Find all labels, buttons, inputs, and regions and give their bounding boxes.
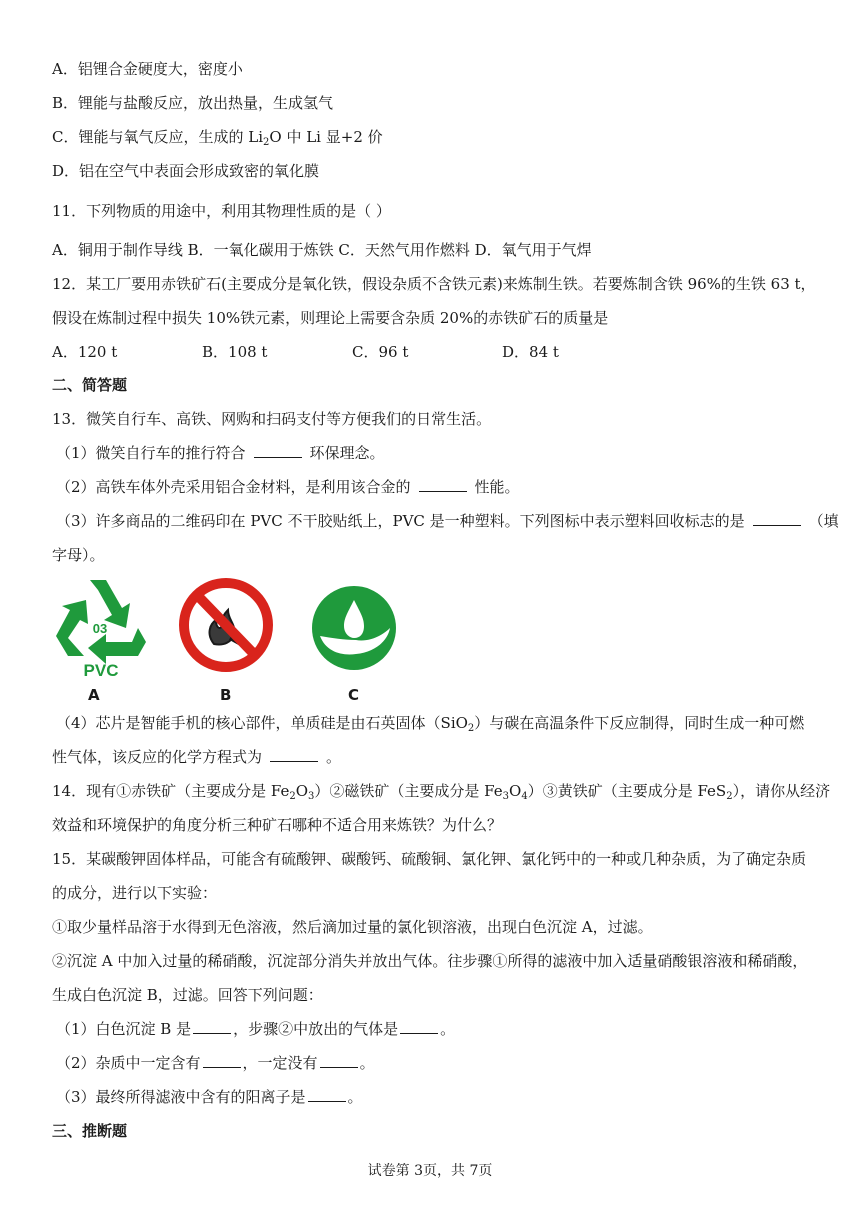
q12-option-b: B．108 t — [202, 343, 268, 361]
q14-line2: 效益和环境保护的角度分析三种矿石哪种不适合用来炼铁？为什么？ — [52, 816, 503, 834]
q13-part2: （2）高铁车体外壳采用铝合金材料，是利用该合金的 性能。 — [56, 478, 520, 496]
q12-stem-line1: 12．某工厂要用赤铁矿石(主要成分是氧化铁，假设杂质不含铁元素)来炼制生铁。若要炼制含铁 96%的生铁 63 t， — [52, 275, 816, 293]
q11-options: A．铜用于制作导线 B．一氧化碳用于炼铁 C．天然气用作燃料 D．氧气用于气焊 — [52, 241, 592, 259]
icon-caption-c: C — [348, 686, 360, 704]
q15-part3: （3）最终所得滤液中含有的阳离子是 。 — [56, 1088, 363, 1106]
answer-blank[interactable] — [308, 1086, 346, 1102]
icon-caption-b: B — [220, 686, 232, 704]
q12-option-a: A．120 t — [52, 343, 118, 361]
water-saving-icon — [310, 584, 398, 672]
answer-blank[interactable] — [753, 510, 801, 526]
section-heading-3: 三、推断题 — [52, 1122, 128, 1140]
q12-stem-line2: 假设在炼制过程中损失 10%铁元素，则理论上需要含杂质 20%的赤铁矿石的质量是 — [52, 309, 609, 327]
plastic-recycling-icon — [50, 572, 150, 680]
q15-line1: 15．某碳酸钾固体样品，可能含有硫酸钾、碳酸钙、硫酸铜、氯化钾、氯化钙中的一种或几种杂质，为了确定杂质 — [52, 850, 807, 868]
icon-a-label: PVC — [83, 661, 119, 680]
page-footer: 试卷第 3页，共 7页 — [367, 1163, 493, 1179]
q15-part1: （1）白色沉淀 B 是 ，步骤②中放出的气体是 。 — [56, 1020, 456, 1038]
q13-part4: （4）芯片是智能手机的核心部件，单质硅是由石英固体（SiO$_2$）与碳在高温条件下反应制得，同时生成一种可燃 — [56, 714, 805, 734]
q15-step1: ①取少量样品溶于水得到无色溶液，然后滴加过量的氯化钡溶液，出现白色沉淀 A，过滤。 — [52, 918, 653, 936]
answer-blank[interactable] — [270, 746, 318, 762]
section-heading-2: 二、简答题 — [52, 376, 128, 394]
q10-option-a: A．铝锂合金硬度大，密度小 — [52, 60, 243, 78]
q13-part4-cont: 性气体，该反应的化学方程式为 。 — [52, 748, 342, 766]
q15-line2: 的成分，进行以下实验： — [52, 884, 218, 902]
q10-option-c: C．锂能与氧气反应，生成的 $Li_2O$ 中 Li 显+2 价 — [52, 128, 383, 148]
answer-blank[interactable] — [400, 1018, 438, 1034]
q10-option-b: B．锂能与盐酸反应，放出热量，生成氢气 — [52, 94, 334, 112]
answer-blank[interactable] — [254, 442, 302, 458]
icon-a-number: 03 — [92, 621, 108, 636]
q12-option-c: C．96 t — [352, 343, 409, 361]
q13-part3-cont: 字母）。 — [52, 546, 105, 564]
answer-blank[interactable] — [193, 1018, 231, 1034]
answer-blank[interactable] — [203, 1052, 241, 1068]
q12-option-d: D．84 t — [502, 343, 559, 361]
q15-part2: （2）杂质中一定含有 ，一定没有 。 — [56, 1054, 375, 1072]
q13-part3: （3）许多商品的二维码印在 PVC 不干胶贴纸上，PVC 是一种塑料。下列图标中表示塑料回收标志的是 （填 — [56, 512, 839, 530]
q14-line1: 14．现有①赤铁矿（主要成分是 $Fe_2O_3)②$磁铁矿（主要成分是 $Fe_3O_4)③$黄铁矿（主要成分是 FeS$_2$），请你从经济 — [52, 782, 831, 802]
no-fire-icon — [176, 574, 276, 676]
answer-blank[interactable] — [320, 1052, 358, 1068]
q13-stem: 13．微笑自行车、高铁、网购和扫码支付等方便我们的日常生活。 — [52, 410, 492, 428]
q13-part1: （1）微笑自行车的推行符合 环保理念。 — [56, 444, 385, 462]
q12-options — [52, 341, 814, 363]
q10-option-d: D．铝在空气中表面会形成致密的氧化膜 — [52, 162, 320, 180]
q15-step2: ②沉淀 A 中加入过量的稀硝酸，沉淀部分消失并放出气体。往步骤①所得的滤液中加入适量硝酸银溶液和稀硝酸， — [52, 952, 808, 970]
answer-blank[interactable] — [419, 476, 467, 492]
q15-step2-cont: 生成白色沉淀 B，过滤。回答下列问题： — [52, 986, 323, 1004]
icon-caption-a: A — [88, 686, 100, 704]
q11-stem: 11．下列物质的用途中，利用其物理性质的是（ ） — [52, 202, 391, 220]
